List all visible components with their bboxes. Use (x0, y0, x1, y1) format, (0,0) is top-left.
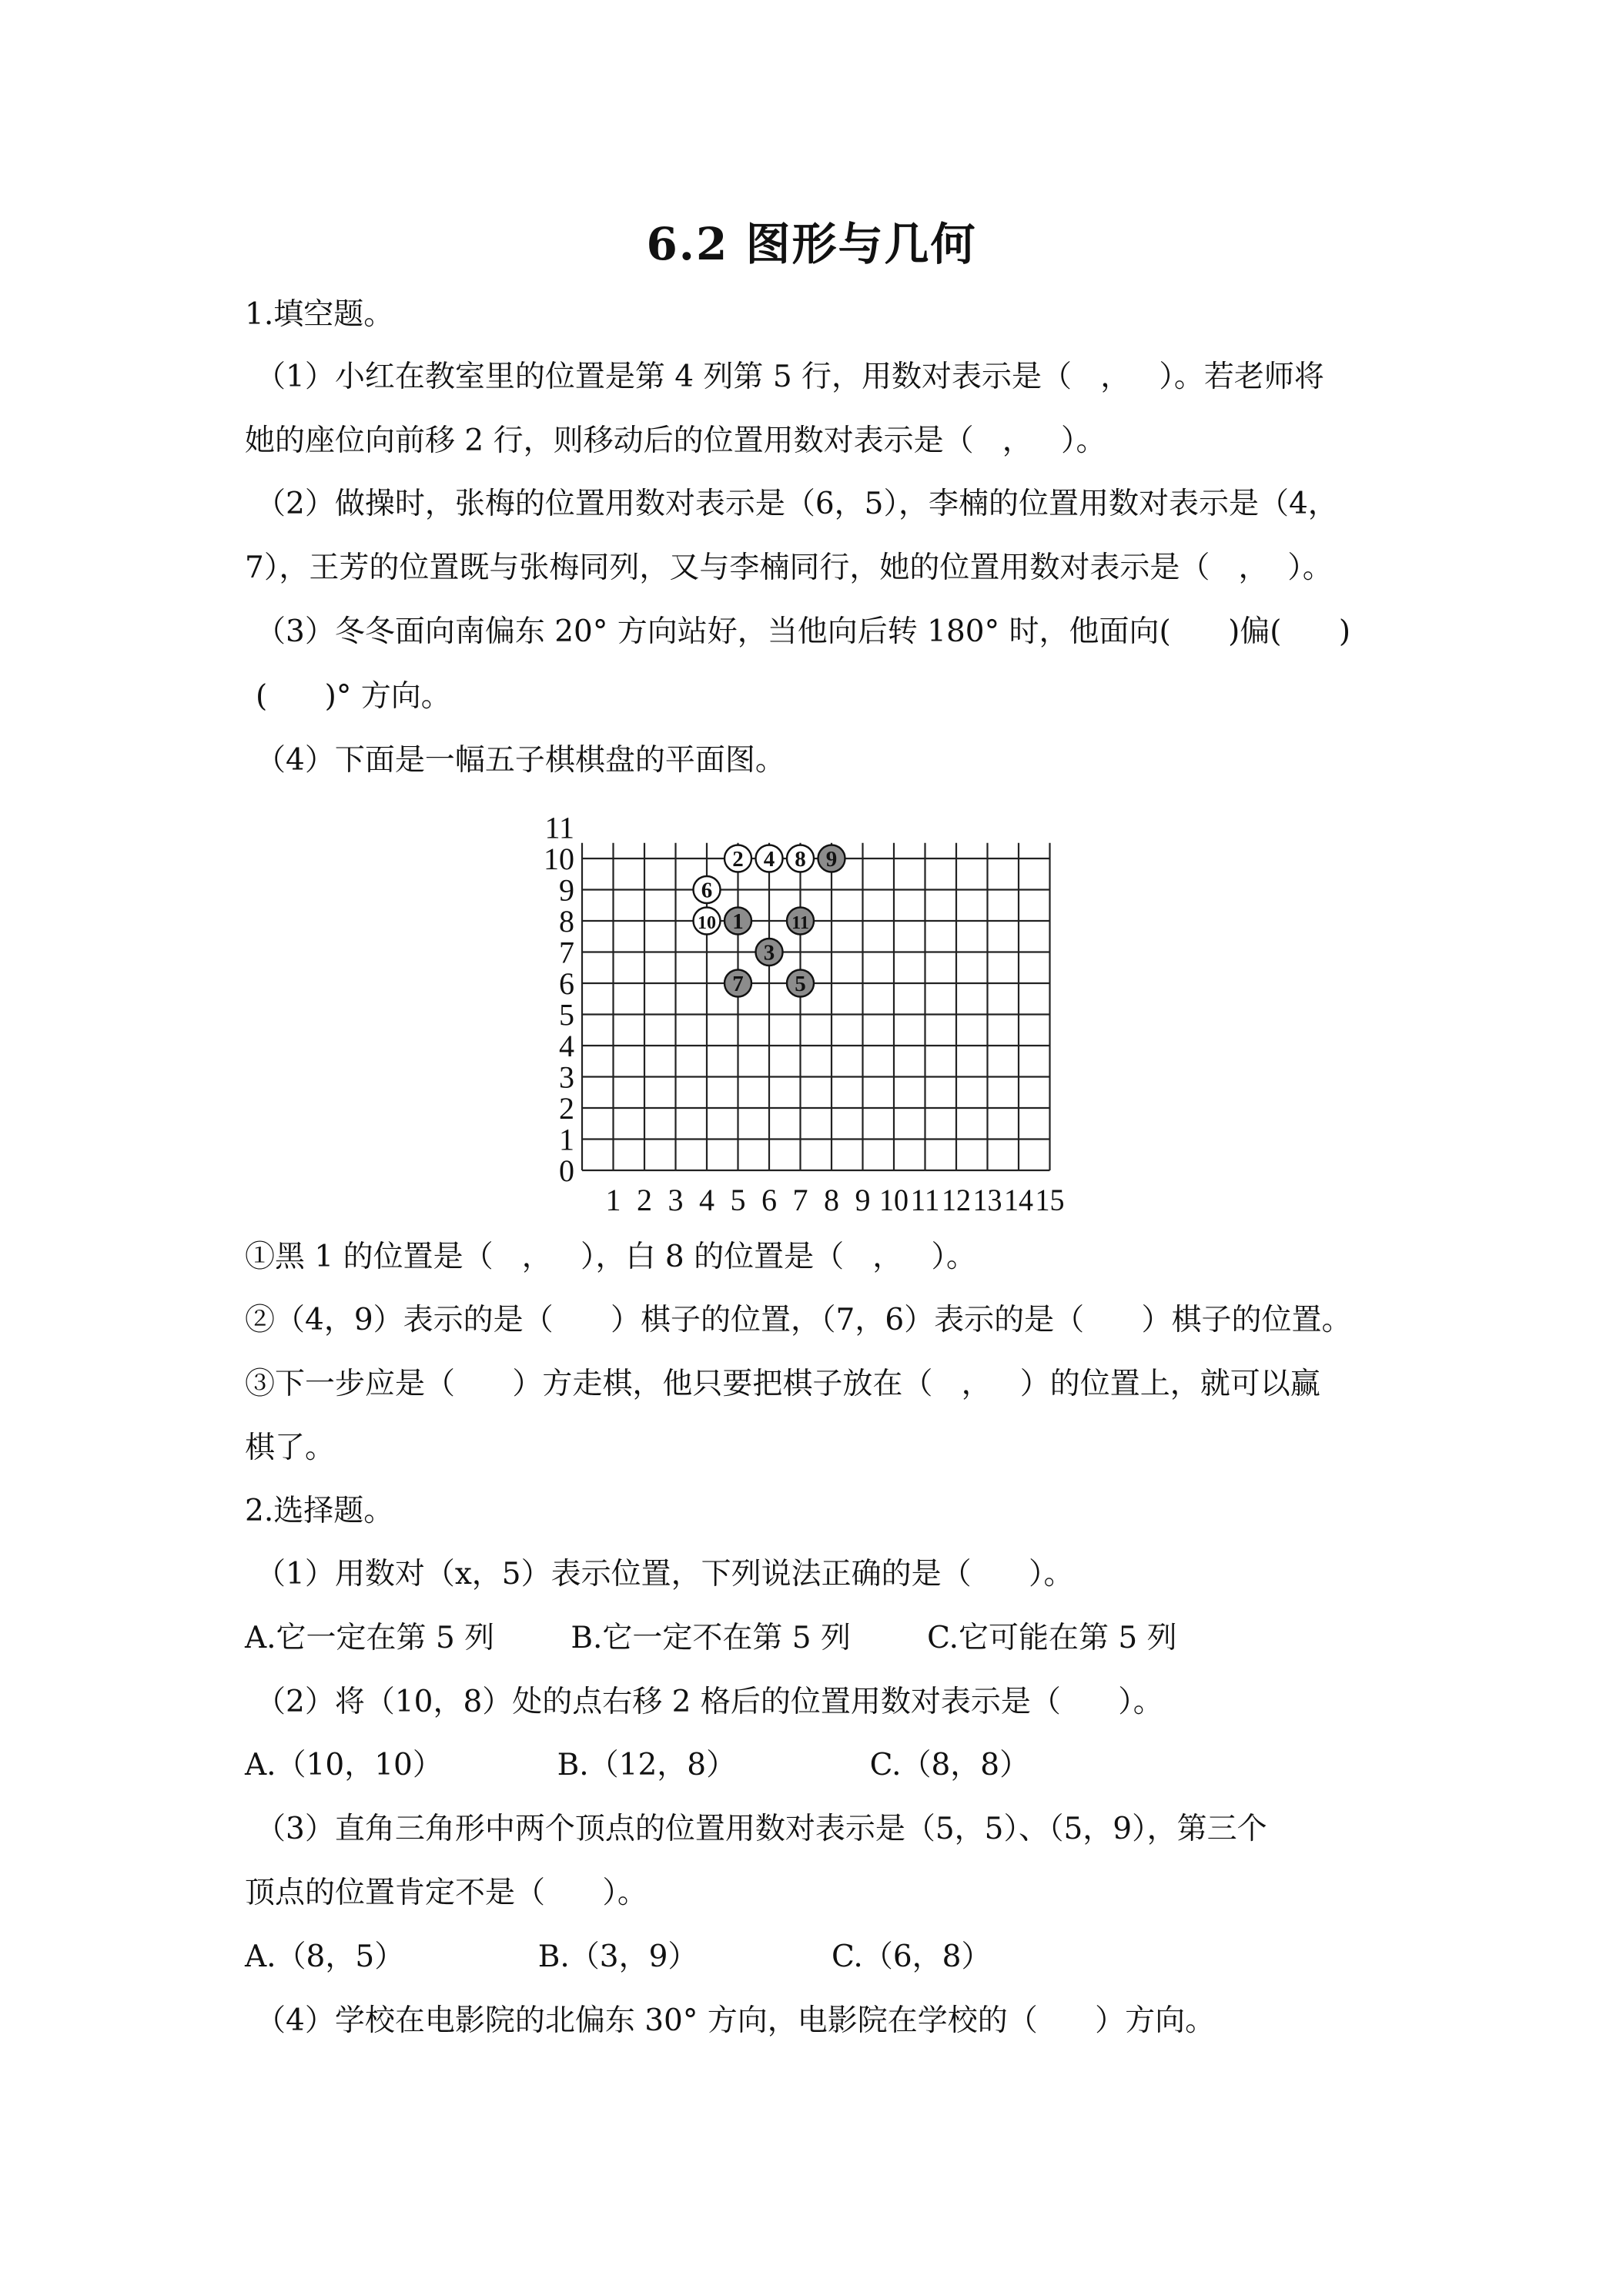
section-1-heading: 1.填空题。 (245, 297, 394, 332)
y-tick-label: 6 (559, 966, 574, 1001)
q1-2-line-2: 7），王芳的位置既与张梅同列，又与李楠同行，她的位置用数对表示是（ ， ）。 (245, 551, 1333, 585)
y-tick-label: 9 (559, 872, 574, 908)
stone-label-5: 5 (795, 972, 806, 996)
stone-label-1: 1 (732, 909, 744, 934)
y-tick-label: 3 (559, 1059, 574, 1095)
stone-label-10: 10 (698, 913, 716, 933)
y-tick-label: 2 (559, 1091, 574, 1126)
y-tick-label: 5 (559, 997, 574, 1033)
x-tick-label: 12 (942, 1183, 971, 1217)
q1-4-sub-1: ①黑 1 的位置是（ ， ），白 8 的位置是（ ， ）。 (245, 1240, 976, 1274)
q2-3-line-2: 顶点的位置肯定不是（ ）。 (245, 1876, 648, 1910)
stone-label-2: 2 (732, 847, 744, 872)
y-tick-label: 8 (559, 904, 574, 939)
q1-1-line-2: 她的座位向前移 2 行，则移动后的位置用数对表示是（ ， ）。 (245, 423, 1106, 458)
page-title: 6.2 图形与几何 (646, 218, 977, 270)
q2-2-options: A.（10，10） B.（12，8） C.（8，8） (245, 1748, 1030, 1782)
x-tick-label: 15 (1035, 1183, 1065, 1217)
y-tick-label: 4 (559, 1029, 574, 1063)
stone-label-8: 8 (795, 847, 806, 872)
y-tick-label: 0 (559, 1153, 574, 1188)
x-tick-label: 4 (699, 1183, 714, 1217)
x-tick-label: 11 (910, 1183, 940, 1217)
q1-4-intro: （4）下面是一幅五子棋棋盘的平面图。 (256, 743, 785, 778)
x-tick-label: 8 (824, 1183, 839, 1217)
q1-2-line-1: （2）做操时，张梅的位置用数对表示是（6，5），李楠的位置用数对表示是（4， (256, 487, 1338, 521)
gomoku-board-figure (524, 801, 1086, 1217)
q2-3-options: A.（8，5） B.（3，9） C.（6，8） (245, 1940, 992, 1974)
x-tick-label: 14 (1004, 1183, 1033, 1217)
stone-label-9: 9 (825, 847, 838, 872)
stone-label-6: 6 (701, 878, 713, 903)
x-tick-label: 13 (972, 1183, 1002, 1217)
stone-label-4: 4 (763, 847, 775, 872)
x-tick-label: 1 (605, 1183, 621, 1217)
section-2-heading: 2.选择题。 (245, 1494, 394, 1528)
x-tick-label: 7 (792, 1183, 808, 1217)
y-tick-label: 11 (544, 810, 574, 845)
stone-label-11: 11 (791, 913, 809, 933)
stone-label-7: 7 (732, 972, 744, 996)
q1-3-line-2: ( )° 方向。 (256, 679, 451, 714)
q1-4-sub-2: ②（4，9）表示的是（ ）棋子的位置，（7，6）表示的是（ ）棋子的位置。 (245, 1303, 1352, 1337)
x-tick-label: 5 (730, 1183, 746, 1217)
q2-1-stem: （1）用数对（x，5）表示位置，下列说法正确的是（ ）。 (256, 1557, 1074, 1591)
stone-label-3: 3 (763, 940, 775, 966)
q1-4-sub-3-line-2: 棋了。 (245, 1431, 336, 1465)
q2-1-options: A.它一定在第 5 列 B.它一定不在第 5 列 C.它可能在第 5 列 (245, 1621, 1177, 1655)
x-tick-label: 6 (761, 1183, 777, 1217)
q1-3-line-1: （3）冬冬面向南偏东 20° 方向站好，当他向后转 180° 时，他面向( )偏( ) (256, 614, 1351, 649)
y-tick-label: 1 (559, 1122, 574, 1157)
q2-2-stem: （2）将（10，8）处的点右移 2 格后的位置用数对表示是（ ）。 (256, 1685, 1163, 1719)
q2-4-stem: （4）学校在电影院的北偏东 30° 方向，电影院在学校的（ ）方向。 (256, 2003, 1216, 2038)
x-tick-label: 2 (637, 1183, 652, 1217)
q2-3-line-1: （3）直角三角形中两个顶点的位置用数对表示是（5，5）、（5，9），第三个 (256, 1812, 1267, 1846)
x-tick-label: 9 (855, 1183, 871, 1217)
q1-4-sub-3-line-1: ③下一步应是（ ）方走棋，他只要把棋子放在（ ， ）的位置上，就可以赢 (245, 1367, 1320, 1401)
x-tick-label: 3 (668, 1183, 684, 1217)
y-tick-label: 10 (544, 842, 574, 876)
x-tick-label: 10 (879, 1183, 909, 1217)
q1-1-line-1: （1）小红在教室里的位置是第 4 列第 5 行，用数对表示是（ ， ）。若老师将 (256, 360, 1324, 394)
y-tick-label: 7 (559, 935, 574, 970)
